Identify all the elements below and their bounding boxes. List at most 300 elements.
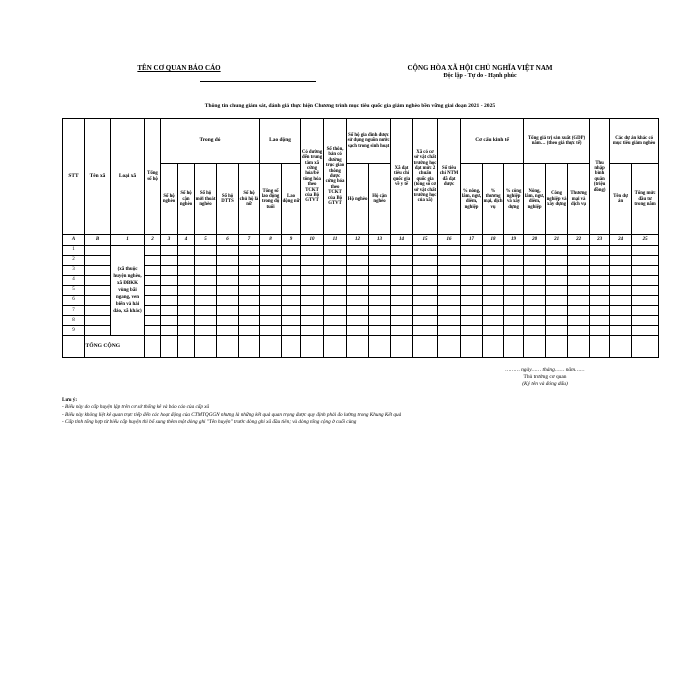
data-cell (568, 305, 590, 315)
data-cell (524, 295, 546, 305)
column-index-cell: 11 (324, 235, 347, 245)
data-cell (438, 265, 461, 275)
data-cell (413, 275, 438, 285)
row-number: 7 (63, 305, 85, 315)
column-index-cell: 9 (282, 235, 301, 245)
commune-name-cell (85, 325, 111, 335)
table-row (63, 305, 659, 315)
data-cell (632, 245, 659, 255)
data-cell (239, 285, 260, 295)
data-cell (590, 295, 610, 305)
data-cell (391, 255, 413, 265)
column-index-cell: 5 (195, 235, 217, 245)
data-cell (568, 315, 590, 325)
national-motto: Độc lập - Tự do - Hạnh phúc (443, 73, 517, 79)
data-cell (438, 295, 461, 305)
data-cell (546, 295, 568, 305)
signature-date: ……… ngày…… tháng…… năm…… (505, 367, 585, 373)
data-cell (282, 275, 301, 285)
column-index-cell: 15 (413, 235, 438, 245)
data-cell (239, 325, 260, 335)
data-cell (178, 255, 195, 265)
report-title: Thông tin chung giám sát, đánh giá thực hiện Chương trình mục tiêu quốc gia giảm nghèo bền vững giai đoạn 2021 - 2025 (204, 103, 496, 109)
data-cell (524, 305, 546, 315)
data-cell (217, 295, 239, 305)
data-cell (178, 295, 195, 305)
data-cell (632, 265, 659, 275)
data-cell (369, 325, 391, 335)
table-row (63, 315, 659, 325)
data-cell (438, 285, 461, 295)
data-cell (239, 315, 260, 325)
header-gdp-agri: Nông, lâm, ngư, diêm, nghiệp (524, 164, 546, 235)
data-cell (546, 285, 568, 295)
column-index-cell: 1 (111, 235, 145, 245)
data-cell (524, 265, 546, 275)
data-cell (301, 255, 324, 265)
data-cell (483, 305, 504, 315)
data-cell (568, 275, 590, 285)
data-cell (178, 315, 195, 325)
data-cell (161, 295, 178, 305)
data-cell (590, 255, 610, 265)
header-project-name: Tên dự án (610, 164, 632, 235)
data-cell (610, 245, 632, 255)
data-cell (632, 255, 659, 265)
signature-role: Thủ trưởng cơ quan (523, 374, 567, 380)
data-cell (369, 245, 391, 255)
header-gdp: Tổng giá trị sản xuất (GDP) năm… (theo giá thực tế) (524, 119, 590, 164)
national-heading (370, 64, 590, 79)
total-cell (347, 335, 369, 357)
data-cell (301, 295, 324, 305)
data-cell (391, 315, 413, 325)
data-cell (483, 285, 504, 295)
data-cell (590, 315, 610, 325)
data-cell (413, 315, 438, 325)
total-cell (195, 335, 217, 357)
data-cell (483, 325, 504, 335)
data-cell (590, 275, 610, 285)
signature-note: (Ký tên và đóng dấu) (522, 381, 568, 387)
commune-name-cell (85, 245, 111, 255)
header-industry-pct: % công nghiệp và xây dựng (504, 164, 524, 235)
data-cell (260, 315, 282, 325)
header-stt: STT (63, 119, 85, 235)
table-row (63, 255, 659, 265)
header-labor-female: Lao động nữ (282, 164, 301, 235)
data-cell (161, 285, 178, 295)
data-cell (610, 325, 632, 335)
table-row (63, 275, 659, 285)
data-cell (632, 295, 659, 305)
data-cell (504, 285, 524, 295)
data-cell (504, 265, 524, 275)
data-cell (282, 325, 301, 335)
data-cell (282, 305, 301, 315)
data-cell (610, 285, 632, 295)
data-cell (178, 325, 195, 335)
data-cell (610, 315, 632, 325)
data-cell (347, 285, 369, 295)
data-cell (391, 305, 413, 315)
total-cell (413, 335, 438, 357)
data-cell (195, 245, 217, 255)
data-cell (217, 285, 239, 295)
data-cell (282, 265, 301, 275)
commune-type-note: (xã thuộc huyện nghèo, xã ĐBKK vùng bãi ngang, ven biển và hải đảo, xã khác) (111, 245, 145, 335)
data-cell (301, 285, 324, 295)
data-cell (391, 325, 413, 335)
commune-name-cell (85, 285, 111, 295)
row-number: 4 (63, 275, 85, 285)
data-cell (483, 245, 504, 255)
header-gdp-trade: Thương mại và dịch vụ (568, 164, 590, 235)
row-number: 8 (63, 315, 85, 325)
header-poor: Số hộ nghèo (161, 164, 178, 235)
data-cell (413, 255, 438, 265)
data-cell (260, 275, 282, 285)
total-cell (590, 335, 610, 357)
data-cell (610, 295, 632, 305)
total-stt-cell (63, 335, 85, 357)
data-cell (217, 265, 239, 275)
data-cell (369, 285, 391, 295)
header-income: Thu nhập bình quân (triệu đồng) (590, 119, 610, 235)
total-cell (161, 335, 178, 357)
data-cell (438, 325, 461, 335)
data-cell (347, 325, 369, 335)
header-divider (200, 81, 316, 82)
data-cell (161, 245, 178, 255)
data-cell (282, 245, 301, 255)
data-cell (195, 265, 217, 275)
column-index-row (63, 235, 659, 245)
data-cell (632, 325, 659, 335)
note-item: - Cấp tỉnh tổng hợp từ biểu cấp huyện thì bổ sung thêm một dòng ghi "Tên huyện" trước dòng ghi xã đầu tiên; và dòng tổng cộng ở cuối cùng (62, 419, 357, 426)
header-clean-water: Số hộ gia đình được sử dụng nguồn nước sạch trong sinh hoạt (347, 119, 391, 164)
data-cell (632, 305, 659, 315)
column-index-cell: 12 (347, 235, 369, 245)
data-cell (260, 245, 282, 255)
data-cell (369, 305, 391, 315)
data-cell (324, 305, 347, 315)
header-labor-total: Tổng số lao động trong độ tuổi (260, 164, 282, 235)
data-cell (347, 275, 369, 285)
row-number: 5 (63, 285, 85, 295)
data-cell (145, 255, 161, 265)
column-index-cell: 10 (301, 235, 324, 245)
data-cell (483, 255, 504, 265)
total-cell (391, 335, 413, 357)
data-cell (590, 245, 610, 255)
header-gdp-industry: Công nghiệp và xây dựng (546, 164, 568, 235)
data-cell (461, 325, 483, 335)
column-index-cell: 8 (260, 235, 282, 245)
total-cell (324, 335, 347, 357)
data-cell (324, 265, 347, 275)
column-index-cell: A (63, 235, 85, 245)
data-cell (610, 265, 632, 275)
data-cell (195, 255, 217, 265)
data-cell (504, 295, 524, 305)
nation-name: CỘNG HÒA XÃ HỘI CHỦ NGHĨA VIỆT NAM (407, 64, 553, 72)
data-cell (524, 315, 546, 325)
data-cell (301, 275, 324, 285)
commune-name-cell (85, 265, 111, 275)
header-female-head: Số hộ chủ hộ là nữ (239, 164, 260, 235)
data-cell (568, 325, 590, 335)
data-cell (324, 295, 347, 305)
data-cell (524, 245, 546, 255)
data-cell (217, 275, 239, 285)
row-number: 1 (63, 245, 85, 255)
data-cell (195, 275, 217, 285)
data-cell (161, 265, 178, 275)
column-index-cell: 18 (483, 235, 504, 245)
data-cell (301, 305, 324, 315)
data-cell (282, 255, 301, 265)
header-ntm: Số tiêu chí NTM đã đạt được (438, 119, 461, 235)
data-cell (217, 245, 239, 255)
data-cell (217, 325, 239, 335)
data-cell (590, 325, 610, 335)
column-index-cell: 22 (568, 235, 590, 245)
column-index-cell: 2 (145, 235, 161, 245)
data-cell (546, 275, 568, 285)
data-cell (369, 265, 391, 275)
header-near-poor: Số hộ cận nghèo (178, 164, 195, 235)
column-index-cell: B (85, 235, 111, 245)
total-cell (282, 335, 301, 357)
data-cell (504, 315, 524, 325)
data-rows (63, 245, 659, 335)
data-cell (260, 305, 282, 315)
data-cell (178, 285, 195, 295)
data-cell (324, 325, 347, 335)
data-cell (145, 265, 161, 275)
total-cell (239, 335, 260, 357)
data-cell (347, 305, 369, 315)
total-row (63, 335, 659, 357)
data-cell (504, 275, 524, 285)
data-cell (239, 265, 260, 275)
data-cell (324, 285, 347, 295)
column-index-cell: 24 (610, 235, 632, 245)
data-cell (145, 315, 161, 325)
notes-section (62, 397, 642, 427)
data-cell (145, 245, 161, 255)
data-cell (546, 265, 568, 275)
header-escaped-poverty: Số hộ mới thoát nghèo (195, 164, 217, 235)
data-cell (438, 275, 461, 285)
data-cell (504, 325, 524, 335)
data-cell (195, 285, 217, 295)
column-index-cell: 14 (391, 235, 413, 245)
data-cell (413, 305, 438, 315)
header-agri-pct: % nông, lâm, ngư, diêm, nghiệp (461, 164, 483, 235)
data-cell (504, 245, 524, 255)
data-cell (195, 295, 217, 305)
data-cell (239, 275, 260, 285)
data-cell (282, 295, 301, 305)
total-cell (632, 335, 659, 357)
total-cell (260, 335, 282, 357)
data-cell (239, 245, 260, 255)
agency-name: TÊN CƠ QUAN BÁO CÁO (137, 64, 221, 72)
data-cell (461, 285, 483, 295)
data-cell (590, 285, 610, 295)
data-cell (260, 285, 282, 295)
total-cell (610, 335, 632, 357)
data-cell (178, 275, 195, 285)
data-cell (217, 255, 239, 265)
data-cell (161, 305, 178, 315)
column-index-cell: 23 (590, 235, 610, 245)
header-water-near-poor: Hộ cận nghèo (369, 164, 391, 235)
data-cell (260, 295, 282, 305)
data-cell (568, 265, 590, 275)
data-cell (546, 325, 568, 335)
commune-name-cell (85, 295, 111, 305)
data-cell (524, 285, 546, 295)
data-cell (324, 255, 347, 265)
column-index-cell: 4 (178, 235, 195, 245)
commune-name-cell (85, 305, 111, 315)
data-cell (161, 315, 178, 325)
data-cell (391, 275, 413, 285)
data-cell (546, 315, 568, 325)
header-school: Xã có cơ sở vật chất trường học đạt mức 2 chuẩn quốc gia (tổng số cơ sở vật chất trường học của xã) (413, 119, 438, 235)
row-number: 2 (63, 255, 85, 265)
total-cell (524, 335, 546, 357)
data-cell (369, 275, 391, 285)
commune-name-cell (85, 255, 111, 265)
data-cell (391, 295, 413, 305)
data-cell (483, 315, 504, 325)
data-cell (369, 315, 391, 325)
agency-block (64, 64, 294, 72)
column-index-cell: 6 (217, 235, 239, 245)
header-project-capital: Tổng mức đầu tư trong năm (632, 164, 659, 235)
data-cell (178, 265, 195, 275)
data-cell (438, 315, 461, 325)
data-cell (369, 295, 391, 305)
data-cell (391, 245, 413, 255)
data-cell (260, 325, 282, 335)
data-cell (546, 245, 568, 255)
data-cell (195, 305, 217, 315)
data-cell (413, 285, 438, 295)
data-cell (413, 265, 438, 275)
data-cell (483, 295, 504, 305)
data-cell (161, 275, 178, 285)
data-cell (438, 305, 461, 315)
header-village-road: Số thôn, bản có đường trục giao thông được cứng hóa theo TCKT của Bộ GTVT (324, 119, 347, 235)
data-cell (301, 245, 324, 255)
data-cell (145, 285, 161, 295)
data-cell (145, 305, 161, 315)
data-cell (301, 265, 324, 275)
header-trade-pct: % thương mại, dịch vụ (483, 164, 504, 235)
data-cell (195, 315, 217, 325)
data-cell (461, 275, 483, 285)
total-cell (504, 335, 524, 357)
total-cell (568, 335, 590, 357)
data-cell (260, 265, 282, 275)
column-index-cell: 7 (239, 235, 260, 245)
header-labor: Lao động (260, 119, 301, 164)
monitoring-table (62, 118, 659, 358)
note-item: - Biểu này do cấp huyện lập trên cơ sở thống kê và báo cáo của cấp xã (62, 404, 210, 411)
commune-name-cell (85, 275, 111, 285)
data-cell (282, 285, 301, 295)
header-health: Xã đạt tiêu chí quốc gia về y tế (391, 119, 413, 235)
data-cell (461, 255, 483, 265)
header-total-households: Tổng số hộ (145, 119, 161, 235)
total-cell (301, 335, 324, 357)
header-commune: Tên xã (85, 119, 111, 235)
data-cell (195, 325, 217, 335)
data-cell (347, 255, 369, 265)
data-cell (504, 305, 524, 315)
data-cell (324, 245, 347, 255)
note-item: - Biểu này không liệt kê quan trực tiếp đến các hoạt động của CTMTQGGN nhưng là những kết quả quan trọng được quy định phải đo lường trong Khung Kết quả (62, 411, 402, 418)
header-water-poor: Hộ nghèo (347, 164, 369, 235)
column-index-cell: 21 (546, 235, 568, 245)
data-cell (391, 285, 413, 295)
header-other-projects: Các dự án khác có mục tiêu giảm nghèo (610, 119, 659, 164)
data-cell (524, 255, 546, 265)
data-cell (324, 315, 347, 325)
data-cell (632, 275, 659, 285)
data-cell (413, 245, 438, 255)
data-cell (347, 265, 369, 275)
header-road: Có đường đến trung tâm xã cứng hóa/bê tông hóa theo TCKT của Bộ GTVT (301, 119, 324, 235)
column-index-cell: 13 (369, 235, 391, 245)
data-cell (145, 275, 161, 285)
column-index-cell: 17 (461, 235, 483, 245)
data-cell (568, 255, 590, 265)
data-cell (461, 265, 483, 275)
data-cell (610, 275, 632, 285)
table-row (63, 245, 659, 255)
data-cell (632, 285, 659, 295)
data-cell (260, 255, 282, 265)
column-index-cell: 19 (504, 235, 524, 245)
data-cell (546, 255, 568, 265)
data-cell (217, 305, 239, 315)
data-cell (413, 325, 438, 335)
data-cell (483, 265, 504, 275)
data-cell (461, 305, 483, 315)
data-cell (239, 255, 260, 265)
data-cell (301, 315, 324, 325)
total-cell (145, 335, 161, 357)
table-row (63, 265, 659, 275)
total-cell (217, 335, 239, 357)
notes-title: Lưu ý: (62, 397, 78, 403)
column-index-cell: 25 (632, 235, 659, 245)
data-cell (590, 265, 610, 275)
total-cell (483, 335, 504, 357)
data-cell (461, 315, 483, 325)
data-cell (161, 325, 178, 335)
data-cell (161, 255, 178, 265)
data-cell (239, 305, 260, 315)
data-cell (413, 295, 438, 305)
data-cell (632, 315, 659, 325)
